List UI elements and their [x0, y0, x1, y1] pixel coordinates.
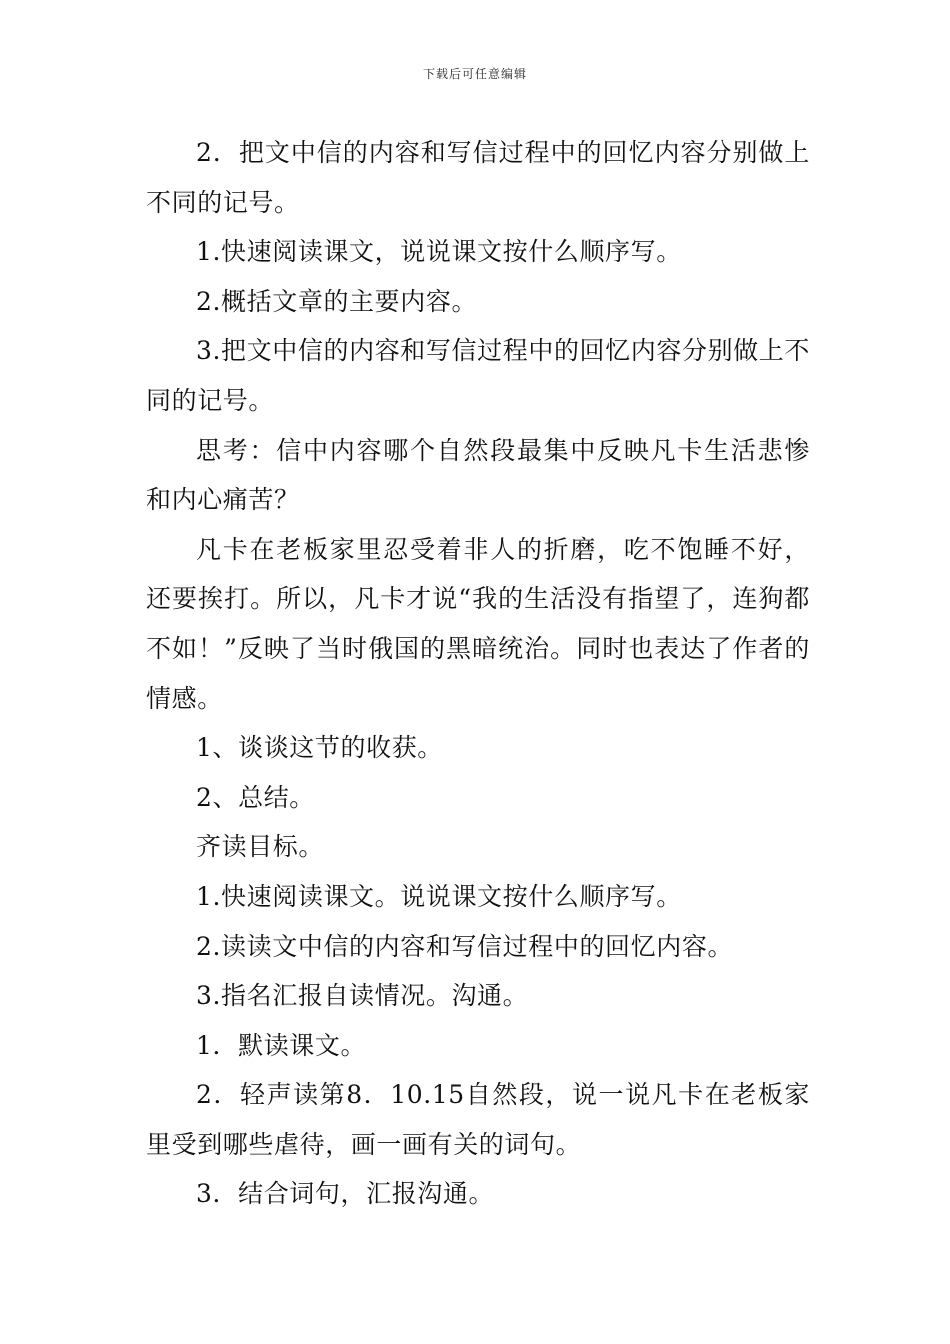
- paragraph-12: 3.指名汇报自读情况。沟通。: [196, 981, 529, 1011]
- paragraph-9: 齐读目标。: [196, 832, 325, 862]
- paragraph-2: 1.快速阅读课文，说说课文按什么顺序写。: [196, 237, 682, 267]
- paragraph-14: 2．轻声读第8．10.15自然段，说一说凡卡在老板家里受到哪些虐待，画一画有关的词句。: [146, 1080, 810, 1159]
- paragraph-15: 3．结合词句，汇报沟通。: [196, 1179, 495, 1209]
- paragraph-4: 3.把文中信的内容和写信过程中的回忆内容分别做上不同的记号。: [146, 336, 810, 415]
- page-header: 下载后可任意编辑: [422, 67, 527, 81]
- paragraph-10: 1.快速阅读课文。说说课文按什么顺序写。: [196, 881, 682, 911]
- paragraph-8: 2、总结。: [196, 782, 315, 812]
- paragraph-5: 思考：信中内容哪个自然段最集中反映凡卡生活悲惨和内心痛苦？: [146, 435, 810, 515]
- paragraph-11: 2.读读文中信的内容和写信过程中的回忆内容。: [196, 931, 734, 961]
- paragraph-13: 1．默读课文。: [196, 1030, 367, 1060]
- paragraph-6: 凡卡在老板家里忍受着非人的折磨，吃不饱睡不好，还要挨打。所以，凡卡才说“我的生活没有指望了，连狗都不如！”反映了当时俄国的黑暗统治。同时也表达了作者的情感。: [146, 534, 810, 713]
- document-body: [146, 128, 810, 1219]
- paragraph-3: 2.概括文章的主要内容。: [196, 286, 478, 316]
- paragraph-1: 2．把文中信的内容和写信过程中的回忆内容分别做上不同的记号。: [146, 138, 810, 217]
- paragraph-7: 1、谈谈这节的收获。: [196, 733, 443, 763]
